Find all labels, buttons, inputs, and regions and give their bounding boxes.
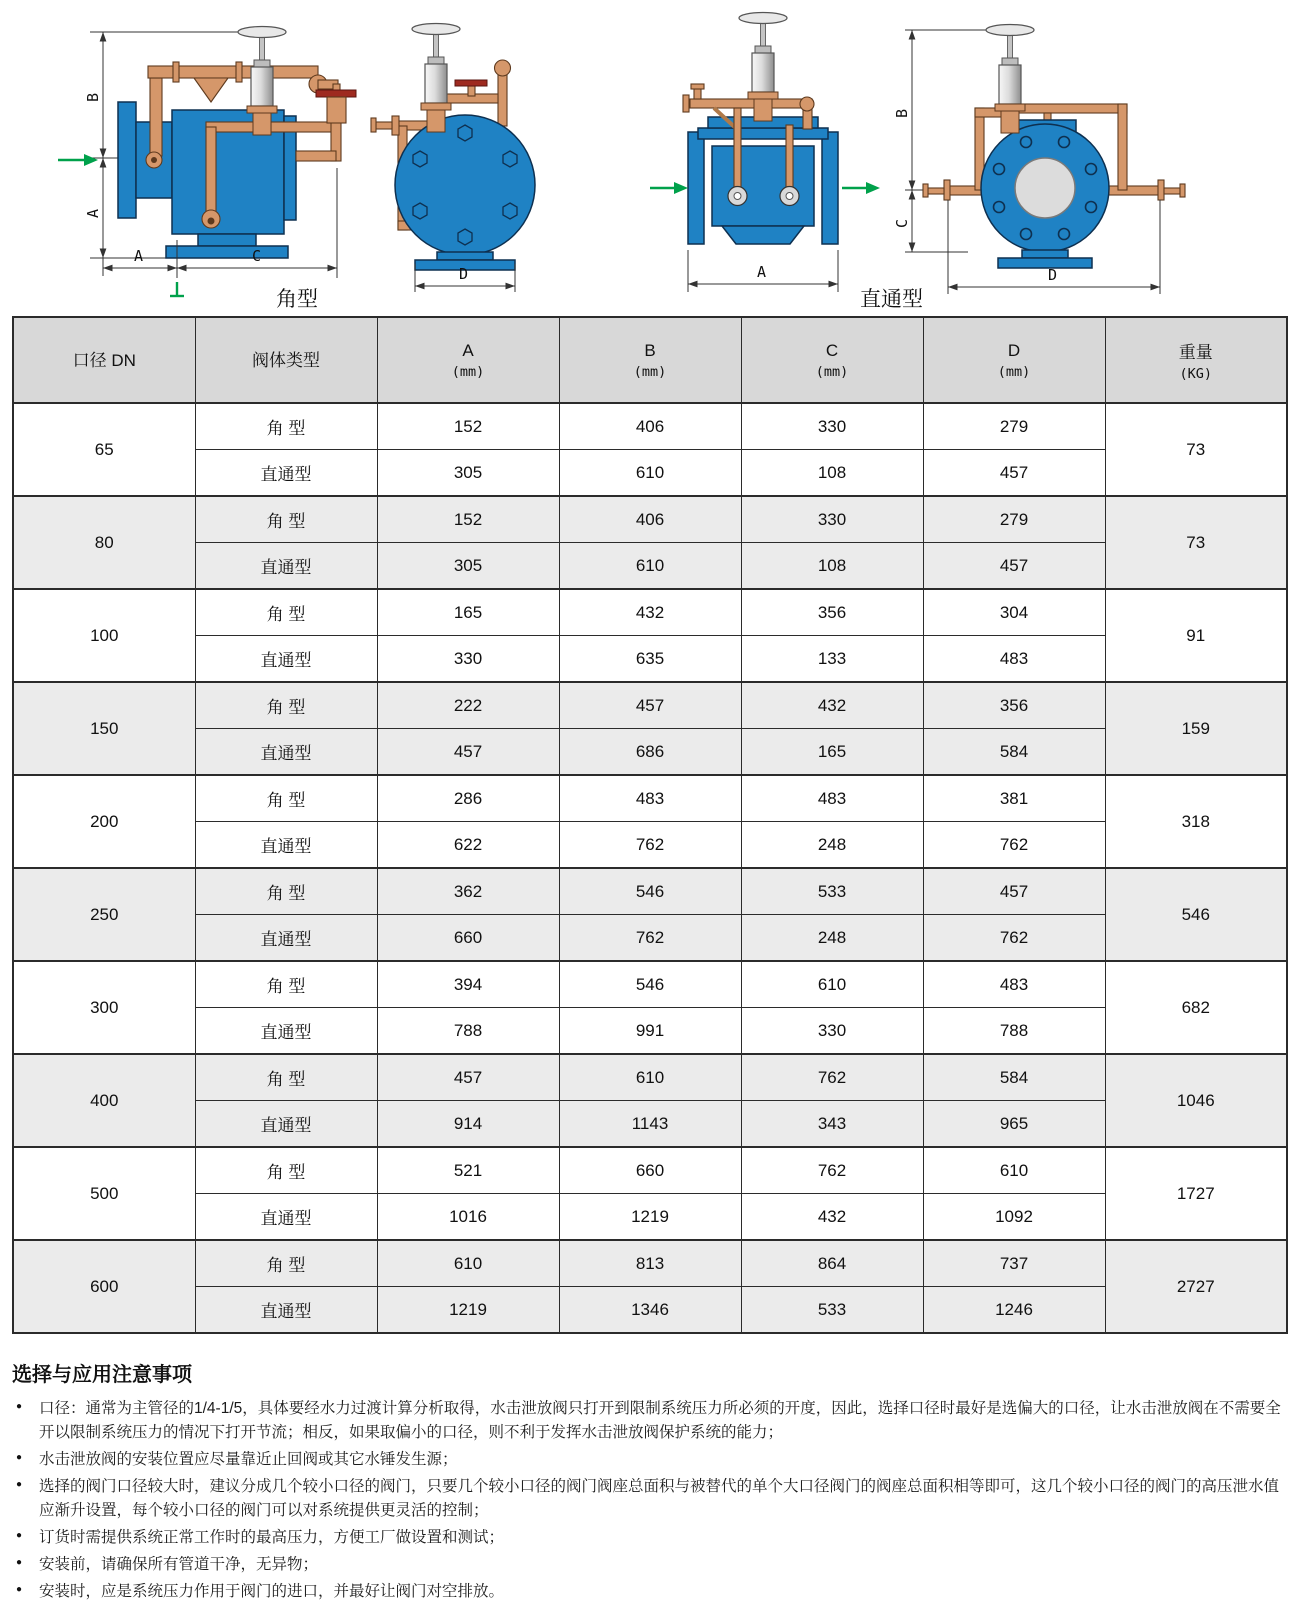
- type-cell: 角 型: [195, 496, 377, 543]
- type-cell: 直通型: [195, 729, 377, 776]
- weight-cell: 1046: [1105, 1054, 1287, 1147]
- dim-cell: 1219: [559, 1194, 741, 1241]
- dim-cell: 165: [377, 589, 559, 636]
- table-row: [13, 1054, 1287, 1101]
- dim-cell: 686: [559, 729, 741, 776]
- dim-cell: 610: [559, 543, 741, 590]
- dim-cell: 635: [559, 636, 741, 683]
- dn-cell: 500: [13, 1147, 195, 1240]
- table-row: [13, 543, 1287, 590]
- dim-label-b: B: [893, 108, 911, 118]
- notes-list: [12, 1397, 1288, 1604]
- dn-cell: 250: [13, 868, 195, 961]
- header-label: A: [462, 340, 474, 360]
- dim-cell: 305: [377, 543, 559, 590]
- note-text: 订货时需提供系统正常工作时的最高压力，方便工厂做设置和测试；: [39, 1529, 505, 1547]
- header-label: D: [1007, 340, 1021, 360]
- dim-cell: 1246: [923, 1287, 1105, 1334]
- type-cell: 直通型: [195, 543, 377, 590]
- dim-cell: 286: [377, 775, 559, 822]
- dim-cell: 914: [377, 1101, 559, 1148]
- table-row: [13, 1147, 1287, 1194]
- type-cell: 角 型: [195, 682, 377, 729]
- dim-cell: 108: [741, 450, 923, 497]
- table-row: [13, 589, 1287, 636]
- dim-cell: 343: [741, 1101, 923, 1148]
- header-weight: [1105, 317, 1287, 403]
- dim-cell: 1016: [377, 1194, 559, 1241]
- dim-cell: 483: [923, 636, 1105, 683]
- dn-cell: 80: [13, 496, 195, 589]
- table-row: [13, 1194, 1287, 1241]
- dn-cell: 100: [13, 589, 195, 682]
- dim-cell: 660: [377, 915, 559, 962]
- flow-arrow-icon: [842, 182, 880, 194]
- red-handle: [316, 90, 356, 97]
- dim-cell: 152: [377, 496, 559, 543]
- type-cell: 直通型: [195, 450, 377, 497]
- bullet-icon: ●: [16, 1584, 23, 1596]
- header-unit: (KG): [1179, 366, 1212, 382]
- bullet-icon: ●: [16, 1557, 23, 1569]
- dim-cell: 1092: [923, 1194, 1105, 1241]
- straight-caption: 直通型: [860, 288, 923, 311]
- header-b: [559, 317, 741, 403]
- header-label: B: [644, 340, 656, 360]
- type-cell: 角 型: [195, 1240, 377, 1287]
- dim-label-a2: A: [134, 247, 144, 265]
- drawing-angle-side: [58, 27, 356, 297]
- dim-cell: 330: [741, 403, 923, 450]
- dim-cell: 584: [923, 1054, 1105, 1101]
- type-cell: 直通型: [195, 1287, 377, 1334]
- dim-cell: 788: [923, 1008, 1105, 1055]
- dim-cell: 356: [923, 682, 1105, 729]
- dim-cell: 133: [741, 636, 923, 683]
- dim-cell: 457: [377, 1054, 559, 1101]
- dim-label-c: C: [893, 218, 911, 228]
- dim-cell: 381: [923, 775, 1105, 822]
- dimension-table-header: [13, 317, 1287, 403]
- dimension-table: [12, 316, 1288, 1334]
- dim-cell: 762: [741, 1147, 923, 1194]
- bolt-icon: [413, 203, 427, 219]
- weight-cell: 159: [1105, 682, 1287, 775]
- drawing-angle-front: [371, 24, 535, 293]
- dim-cell: 546: [559, 868, 741, 915]
- type-cell: 角 型: [195, 1147, 377, 1194]
- section-mark: [170, 282, 184, 296]
- table-row: [13, 775, 1287, 822]
- header-unit: (mm): [997, 363, 1031, 380]
- dim-cell: 432: [741, 1194, 923, 1241]
- angle-caption: 角型: [276, 288, 318, 311]
- needle-valve: [316, 84, 356, 123]
- note-item: [12, 1553, 1288, 1577]
- header-dn: [13, 317, 195, 403]
- dim-cell: 330: [741, 496, 923, 543]
- dim-cell: 483: [923, 961, 1105, 1008]
- flow-arrow-icon: [650, 182, 688, 194]
- dim-cell: 432: [741, 682, 923, 729]
- dim-cell: 610: [559, 1054, 741, 1101]
- dim-cell: 483: [559, 775, 741, 822]
- note-text: 水击泄放阀的安装位置应尽量靠近止回阀或其它水锤发生源；: [39, 1451, 458, 1469]
- dim-cell: 521: [377, 1147, 559, 1194]
- header-label: 口径 DN: [72, 351, 136, 370]
- dim-cell: 762: [559, 822, 741, 869]
- dim-cell: 864: [741, 1240, 923, 1287]
- red-handle: [455, 80, 487, 86]
- dim-label-a: A: [84, 208, 102, 218]
- header-unit: (mm): [451, 363, 485, 380]
- weight-cell: 2727: [1105, 1240, 1287, 1333]
- header-unit: (mm): [633, 363, 667, 380]
- dim-cell: 394: [377, 961, 559, 1008]
- dn-cell: 65: [13, 403, 195, 496]
- dn-cell: 150: [13, 682, 195, 775]
- valve-body: [688, 117, 838, 244]
- dim-cell: 152: [377, 403, 559, 450]
- dim-cell: 305: [377, 450, 559, 497]
- dim-cell: 533: [741, 1287, 923, 1334]
- note-text: 安装前，请确保所有管道干净，无异物；: [39, 1556, 319, 1574]
- dim-cell: 222: [377, 682, 559, 729]
- dim-cell: 457: [923, 868, 1105, 915]
- table-row: [13, 682, 1287, 729]
- type-cell: 角 型: [195, 589, 377, 636]
- weight-cell: 73: [1105, 496, 1287, 589]
- dim-label-c: C: [252, 247, 262, 265]
- header-d: [923, 317, 1105, 403]
- dim-cell: 965: [923, 1101, 1105, 1148]
- dim-cell: 457: [923, 543, 1105, 590]
- dim-label-d: D: [1048, 266, 1058, 284]
- dim-cell: 788: [377, 1008, 559, 1055]
- dn-cell: 600: [13, 1240, 195, 1333]
- note-text: 口径：通常为主管径的1/4-1/5，具体要经水力过渡计算分析取得，水击泄放阀只打开到限制系统压力所必须的开度，因此，选择口径时最好是选偏大的口径，让水击泄放阀在不需要全开以限制系统压力的情况下打开节流；相反，如果取偏小的口径，则不利于发挥水击泄放阀保护系统的能力；: [39, 1400, 1281, 1442]
- weight-cell: 73: [1105, 403, 1287, 496]
- note-text: 选择的阀门口径较大时，建议分成几个较小口径的阀门，只要几个较小口径的阀门阀座总面积与被替代的单个大口径阀门的阀座总面积相等即可，这几个较小口径的阀门的高压泄水值应渐升设置，每个较小口径的阀门可以对系统提供更灵活的控制；: [39, 1478, 1280, 1520]
- dim-cell: 762: [923, 822, 1105, 869]
- table-row: [13, 729, 1287, 776]
- dim-cell: 248: [741, 915, 923, 962]
- valve-drawings: [0, 0, 1300, 312]
- header-label: 重量: [1178, 343, 1213, 362]
- dim-cell: 991: [559, 1008, 741, 1055]
- table-row: [13, 496, 1287, 543]
- dim-cell: 610: [923, 1147, 1105, 1194]
- type-cell: 角 型: [195, 775, 377, 822]
- bullet-icon: ●: [16, 1452, 23, 1464]
- dim-cell: 483: [741, 775, 923, 822]
- type-cell: 角 型: [195, 868, 377, 915]
- dim-cell: 330: [377, 636, 559, 683]
- header-a: [377, 317, 559, 403]
- note-item: [12, 1526, 1288, 1550]
- type-cell: 直通型: [195, 1194, 377, 1241]
- weight-cell: 318: [1105, 775, 1287, 868]
- header-unit: (mm): [815, 363, 849, 380]
- type-cell: 直通型: [195, 822, 377, 869]
- header-label: C: [825, 340, 839, 360]
- table-row: [13, 1101, 1287, 1148]
- dim-cell: 610: [741, 961, 923, 1008]
- type-cell: 直通型: [195, 636, 377, 683]
- note-item: [12, 1475, 1288, 1523]
- type-cell: 直通型: [195, 915, 377, 962]
- notes-section: [12, 1358, 1288, 1604]
- drawing-straight-side: [650, 13, 880, 293]
- dim-cell: 610: [377, 1240, 559, 1287]
- dim-cell: 762: [923, 915, 1105, 962]
- dim-cell: 1219: [377, 1287, 559, 1334]
- dim-cell: 737: [923, 1240, 1105, 1287]
- dim-cell: 584: [923, 729, 1105, 776]
- table-row: [13, 961, 1287, 1008]
- note-item: [12, 1580, 1288, 1604]
- table-row: [13, 822, 1287, 869]
- header-type: [195, 317, 377, 403]
- dim-cell: 362: [377, 868, 559, 915]
- dim-cell: 762: [559, 915, 741, 962]
- dim-cell: 660: [559, 1147, 741, 1194]
- dim-cell: 165: [741, 729, 923, 776]
- dim-cell: 457: [377, 729, 559, 776]
- dim-cell: 457: [923, 450, 1105, 497]
- weight-cell: 682: [1105, 961, 1287, 1054]
- dim-cell: 457: [559, 682, 741, 729]
- dn-cell: 400: [13, 1054, 195, 1147]
- header-label: 阀体类型: [252, 351, 320, 370]
- dim-cell: 546: [559, 961, 741, 1008]
- dn-cell: 200: [13, 775, 195, 868]
- weight-cell: 91: [1105, 589, 1287, 682]
- table-row: [13, 450, 1287, 497]
- dimension-table-body: [13, 403, 1287, 1333]
- bolt-icon: [413, 151, 427, 167]
- dim-cell: 1346: [559, 1287, 741, 1334]
- bullet-icon: ●: [16, 1479, 23, 1491]
- dim-cell: 406: [559, 496, 741, 543]
- table-row: [13, 868, 1287, 915]
- dim-cell: 330: [741, 1008, 923, 1055]
- header-c: [741, 317, 923, 403]
- dim-cell: 279: [923, 496, 1105, 543]
- valve-body: [981, 120, 1109, 268]
- dim-cell: 432: [559, 589, 741, 636]
- dim-cell: 813: [559, 1240, 741, 1287]
- dim-cell: 356: [741, 589, 923, 636]
- flow-arrow-icon: [58, 154, 98, 166]
- table-row: [13, 1240, 1287, 1287]
- table-row: [13, 915, 1287, 962]
- dim-cell: 610: [559, 450, 741, 497]
- type-cell: 角 型: [195, 403, 377, 450]
- notes-title: 选择与应用注意事项: [12, 1364, 192, 1386]
- note-text: 安装时，应是系统压力作用于阀门的进口，并最好让阀门对空排放。: [39, 1583, 505, 1601]
- bullet-icon: ●: [16, 1401, 23, 1412]
- note-item: [12, 1397, 1288, 1445]
- bullet-icon: ●: [16, 1530, 23, 1542]
- dim-cell: 279: [923, 403, 1105, 450]
- dim-label-b: B: [84, 92, 102, 102]
- table-row: [13, 1287, 1287, 1334]
- dim-cell: 1143: [559, 1101, 741, 1148]
- drawing-straight-front: [893, 25, 1185, 295]
- dim-cell: 533: [741, 868, 923, 915]
- type-cell: 直通型: [195, 1101, 377, 1148]
- dim-cell: 108: [741, 543, 923, 590]
- dn-cell: 300: [13, 961, 195, 1054]
- type-cell: 直通型: [195, 1008, 377, 1055]
- dim-cell: 622: [377, 822, 559, 869]
- table-row: [13, 636, 1287, 683]
- dim-label-d: D: [459, 265, 469, 283]
- bolt-icon: [503, 203, 517, 219]
- table-row: [13, 1008, 1287, 1055]
- valve-body: [395, 115, 535, 270]
- weight-cell: 546: [1105, 868, 1287, 961]
- dim-cell: 248: [741, 822, 923, 869]
- dim-cell: 762: [741, 1054, 923, 1101]
- bolt-icon: [458, 125, 472, 141]
- table-row: [13, 403, 1287, 450]
- dim-label-a: A: [757, 263, 767, 281]
- type-cell: 角 型: [195, 961, 377, 1008]
- dim-cell: 304: [923, 589, 1105, 636]
- bolt-icon: [458, 229, 472, 245]
- note-item: [12, 1448, 1288, 1472]
- weight-cell: 1727: [1105, 1147, 1287, 1240]
- dim-cell: 406: [559, 403, 741, 450]
- type-cell: 角 型: [195, 1054, 377, 1101]
- bolt-icon: [503, 151, 517, 167]
